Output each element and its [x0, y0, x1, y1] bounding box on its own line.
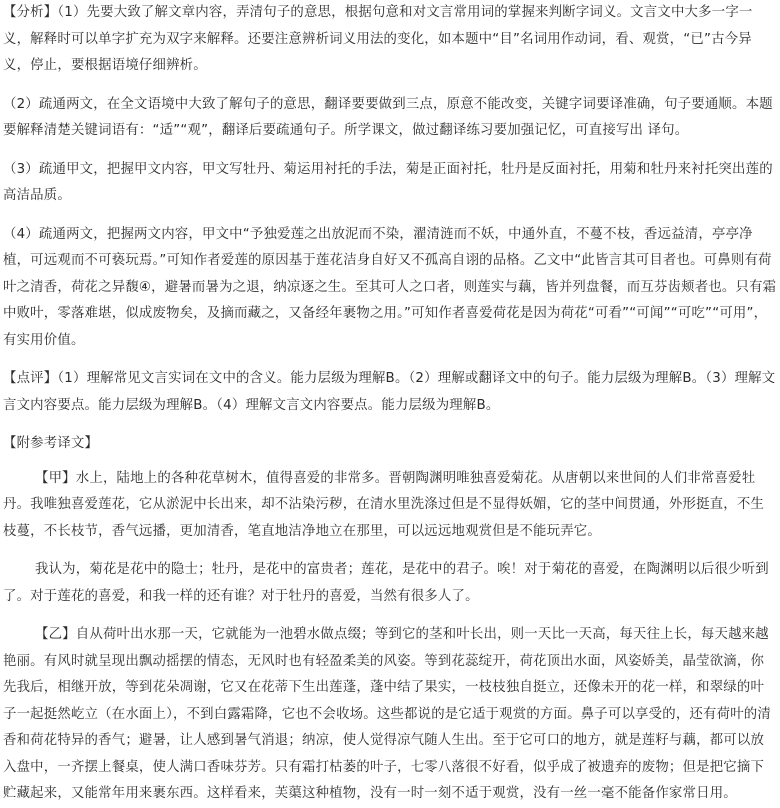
translation-heading: 【附参考译文】: [3, 436, 99, 451]
analysis-paragraph-4: （4）疏通两文，把握两文内容，甲文中“予独爱莲之出放泥而不染，濯清涟而不妖，中通外直，不蔓不枝，香远益清，亭亭净植，可远观而不可亵玩焉。”可知作者爱莲的原因基于莲花洁身自好又不孤高自诩的品格。乙文中“此皆言其可目者也。可鼻则有荷叶之清香，荷花之异馥④，避暑而暑为之退，纳凉逐之生。至其可人之口者，则莲实与藕，皆并列盘餐，而互芬齿颊者也。只有霜中败叶，零落难堪，似成废物矣，及摘而藏之，又备经年裹物之用。”可知作者喜爱荷花是因为荷花“可看”“可闻”“可吃”“可用”，有实用价值。: [3, 226, 777, 348]
translation-jia-paragraph-1: 【甲】水上，陆地上的各种花草树木，值得喜爱的非常多。晋朝陶渊明唯独喜爱菊花。从唐朝以来世间的人们非常喜爱牡丹。我唯独喜爱莲花，它从淤泥中长出来，却不沾染污秽，在清水里洗涤过但是不显得妖媚，它的茎中间贯通，外形挺直，不生枝蔓，不长枝节，香气远播，更加清香，笔直地洁净地立在那里，可以远远地观赏但是不能玩弄它。: [3, 470, 765, 539]
comment-paragraph: 【点评】（1）理解常见文言实词在文中的含义。能力层级为理解B。（2）理解或翻译文中的句子。能力层级为理解B。（3）理解文言文内容要点。能力层级为理解B。（4）理解文言文内容要点。能力层级为理解B。: [3, 371, 776, 413]
translation-jia-paragraph-2: 我认为，菊花是花中的隐士；牡丹，是花中的富贵者；莲花，是花中的君子。唉！对于菊花的喜爱，在陶渊明以后很少听到了。对于莲花的喜爱，和我一样的还有谁？对于牡丹的喜爱，当然有很多人了。: [3, 562, 769, 604]
analysis-paragraph-3: （3）疏通甲文，把握甲文内容，甲文写牡丹、菊运用衬托的手法，菊是正面衬托，牡丹是反面衬托，用菊和牡丹来衬托突出莲的高洁品质。: [3, 161, 773, 203]
translation-yi-paragraph: 【乙】自从荷叶出水那一天，它就能为一池碧水做点缀；等到它的茎和叶长出，则一天比一天高，每天往上长，每天越来越艳丽。有风时就呈现出飘动摇摆的情态，无风时也有轻盈柔美的风姿。等到花蕊绽开，荷花顶出水面，风姿娇美，晶莹欲滴，你先我后，相继开放，等到花朵凋谢，它又在花蒂下生出莲蓬，蓬中结了果实，一枝枝独自挺立，还像未开的花一样，和翠绿的叶子一起挺然屹立（在水面上），不到白露霜降，它也不会收场。这些都说的是它适于观赏的方面。鼻子可以享受的，还有荷叶的清香和荷花特异的香气；避暑，让人感到暑气消退；纳凉，使人觉得凉气随人生出。至于它可口的地方，就是莲籽与藕，都可以放入盘中，一齐摆上餐桌，使人满口香味芬芳。只有霜打枯萎的叶子，七零八落很不好看，似乎成了被遗弃的废物；但是把它摘下贮藏起来，又能常年用来裹东西。这样看来，芙蕖这种植物，没有一时一刻不适于观赏，没有一丝一毫不能备作家常日用。: [3, 627, 771, 801]
analysis-paragraph-2: （2）疏通两文，在全文语境中大致了解句子的意思，翻译要要做到三点，原意不能改变，关键字词要译准确，句子要通顺。本题要解释清楚关键词语有：“适”“观”，翻译后要疏通句子。所学课文，做过翻译练习要加强记忆，可直接写出 译句。: [3, 96, 773, 138]
analysis-paragraph-1: 【分析】（1）先要大致了解文章内容，弄清句子的意思，根据句意和对文言常用词的掌握来判断字词义。文言文中大多一字一义，解释时可以单字扩充为双字来解释。还要注意辨析词义用法的变化，如本题中“目”名词用作动词，看、观赏，“已”古今异义，停止，要根据语境仔细辨析。: [3, 5, 753, 73]
